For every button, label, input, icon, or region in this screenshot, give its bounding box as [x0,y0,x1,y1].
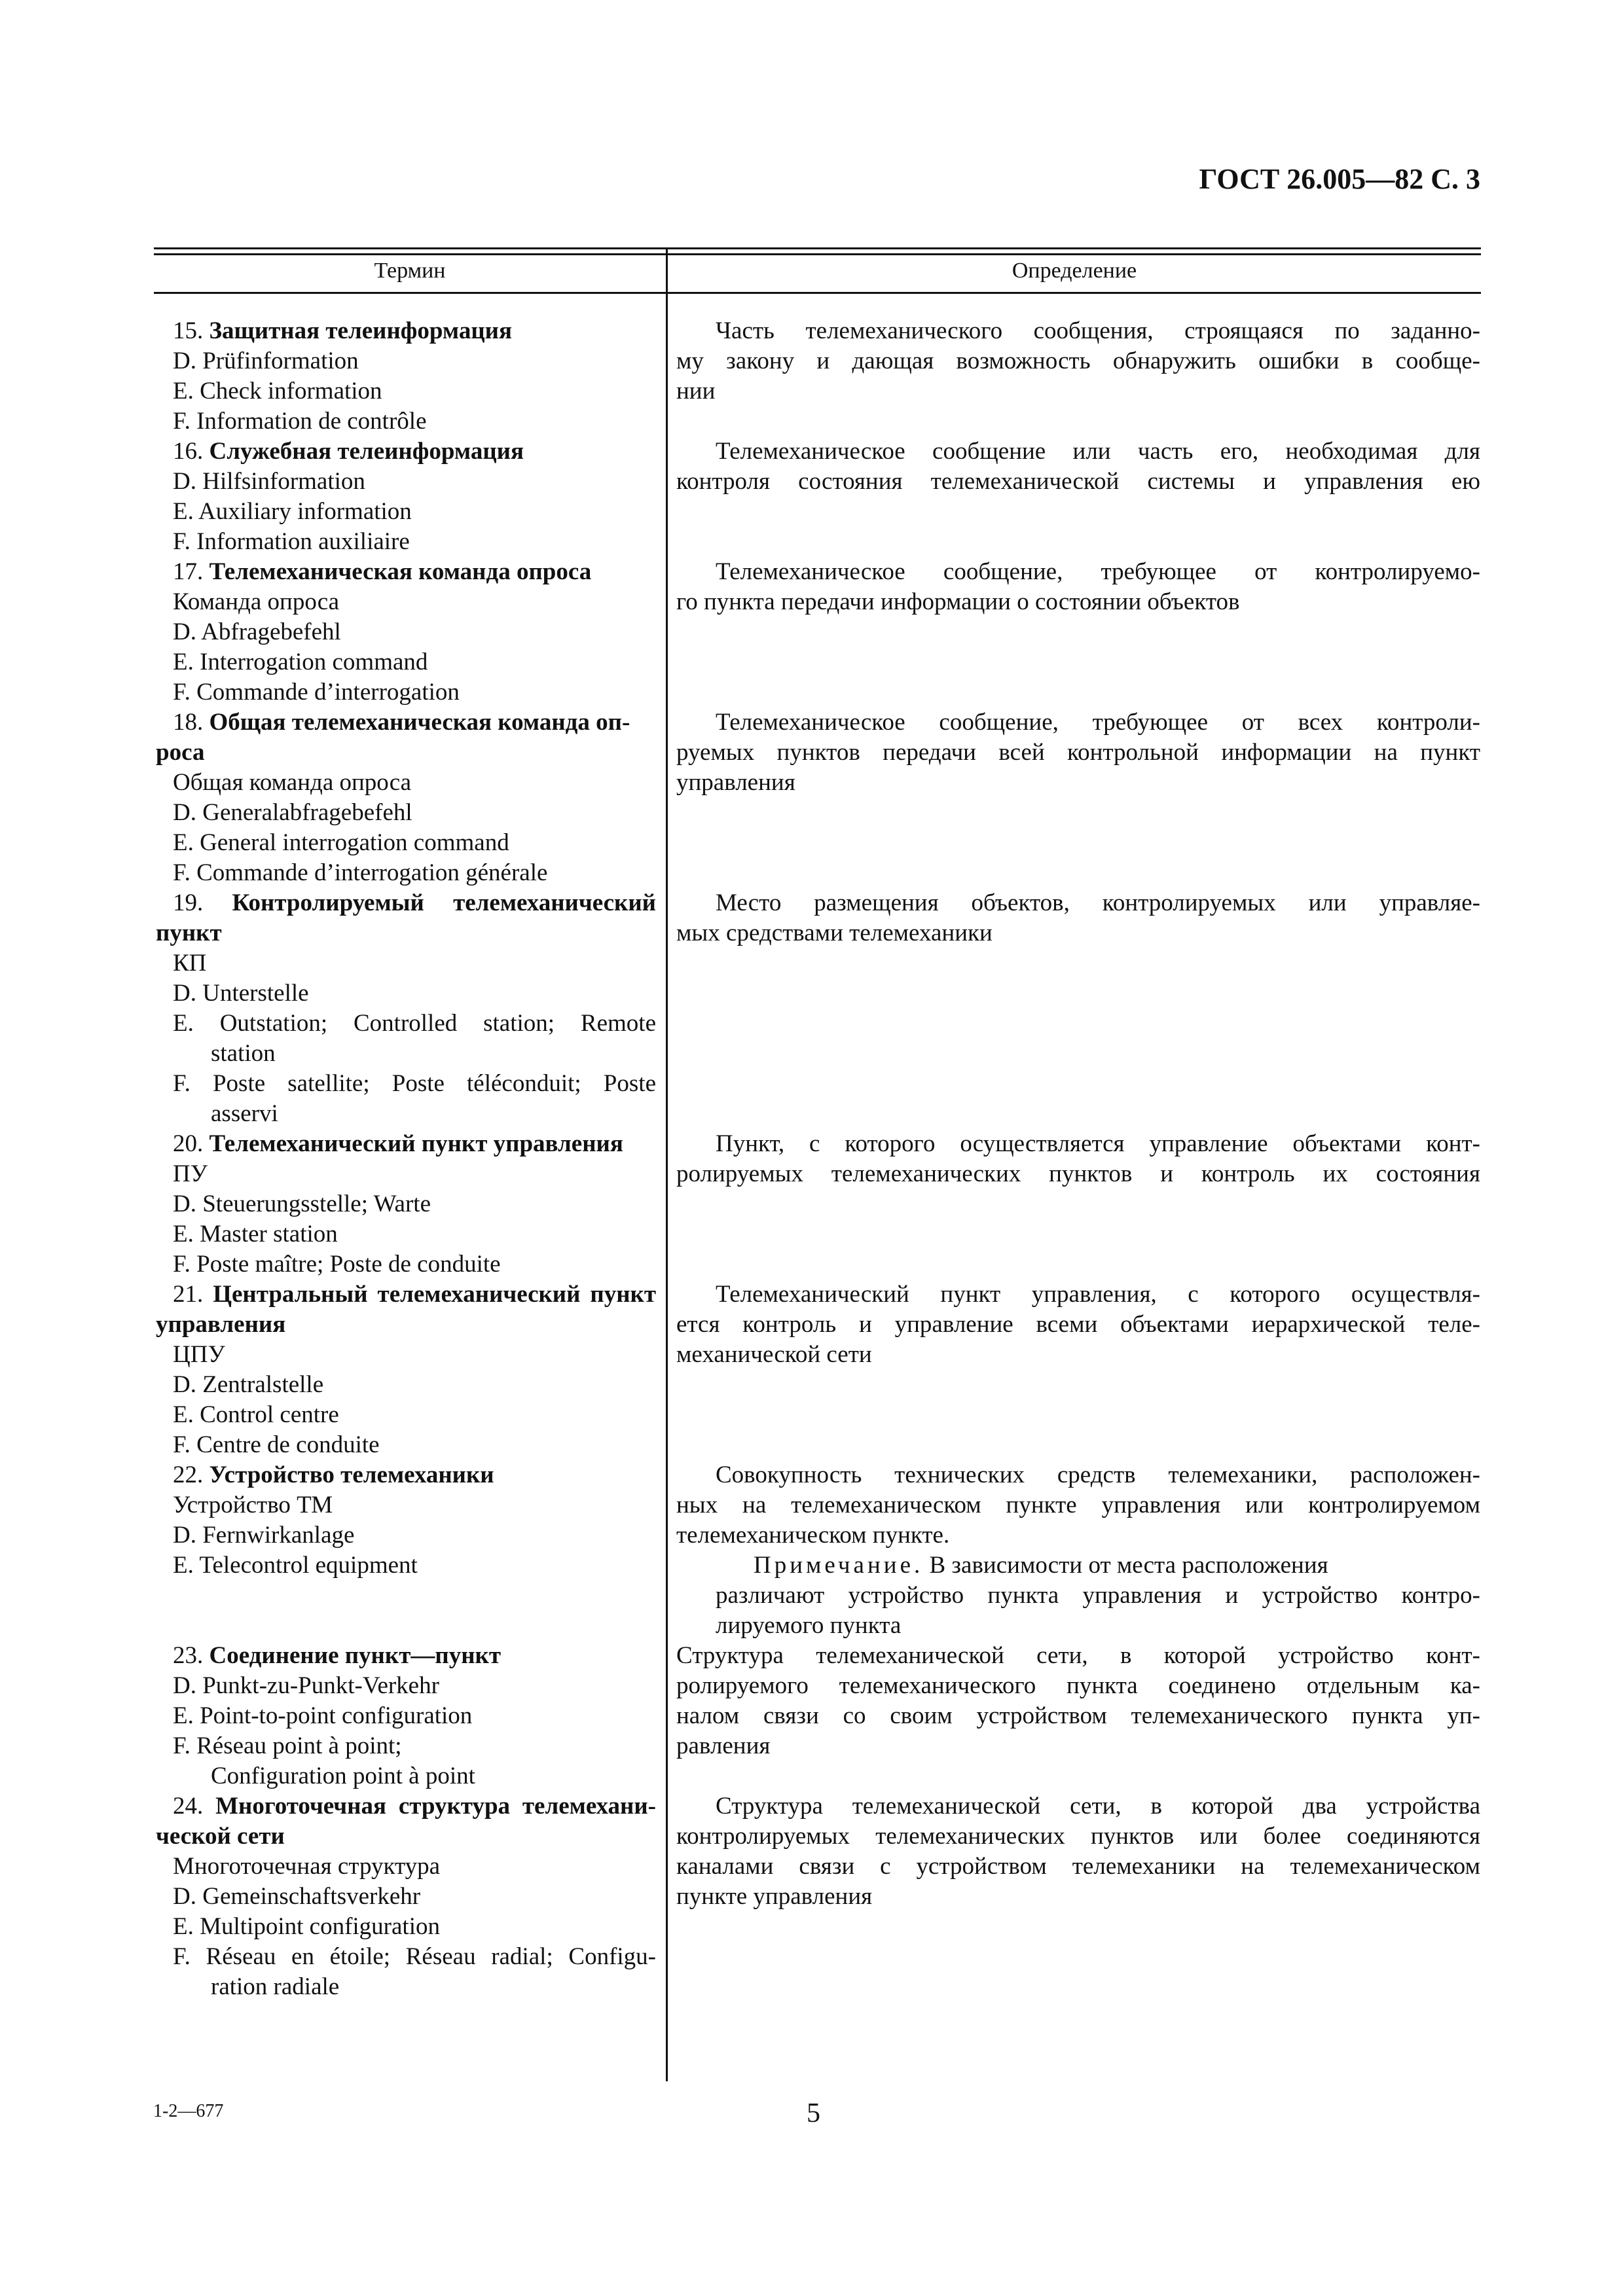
column-header-term: Термин [374,259,446,283]
table-top-rule [154,247,1481,249]
column-header-definition: Определение [1012,259,1137,283]
definition-22: Совокупность технических средств телемеханики, расположен- ных на телемеханическом пункте управления или контролируемом телемеханическом пункте. Примечание. В зависимости от места расположения различают устройство пункта управления и устройство контро- лируемого пункта [676,1462,1480,1639]
page-number: 5 [807,2098,820,2128]
definition-20: Пункт, с которого осуществляется управление объектами конт- ролируемых телемеханических пунктов и контроль их состояния [676,1130,1480,1187]
term-entry-18: 18. Общая телемеханическая команда оп- роса Общая команда опроса D. Generalabfragebefehl E. General interrogation command F. Commande d’interrogation générale [156,709,630,886]
term-title: Многоточечная структура телемехани- [215,1793,657,1820]
term-title: Телемеханическая команда опроса [209,558,592,585]
definition-19: Место размещения объектов, контролируемых или управляе- мых средствами телемеханики [676,889,1480,946]
term-entry-19: 19. Контролируемый телемеханический пункт КП D. Unterstelle E. Outstation; Controlled station; Remote station F. Poste satellite; Poste téléconduit; Poste asservi [156,889,656,1127]
term-title: Служебная телеинформация [209,438,524,465]
note: Примечание. В зависимости от места расположения [754,1552,1328,1579]
term-title: Защитная телеинформация [209,317,512,344]
term-title: Соединение пункт—пункт [209,1642,501,1669]
term-entry-17: 17. Телемеханическая команда опроса Команда опроса D. Abfragebefehl E. Interrogation command F. Commande d’interrogation [173,558,592,706]
term-title: Устройство телемеханики [209,1462,494,1488]
term-entry-15: 15. Защитная телеинформация D. Prüfinformation E. Check information F. Information de contrôle [173,317,512,435]
term-title: Центральный телемеханический пункт [213,1281,656,1308]
note-label: Примечание. [754,1552,924,1579]
term-title: Телемеханический пункт управления [209,1130,623,1157]
term-title: Общая телемеханическая команда оп- [209,709,630,736]
definition-16: Телемеханическое сообщение или часть его, необходимая для контроля состояния телемеханической системы и управления ею [676,438,1480,495]
page-header: ГОСТ 26.005—82 С. 3 [1199,163,1480,195]
term-entry-21: 21. Центральный телемеханический пункт управления ЦПУ D. Zentralstelle E. Control centre F. Centre de conduite [156,1281,656,1458]
term-title: Контролируемый телемеханический [232,889,656,916]
term-entry-16: 16. Служебная телеинформация D. Hilfsinformation E. Auxiliary information F. Information auxiliaire [173,438,524,555]
table-top-rule-2 [154,253,1481,255]
column-divider [666,247,668,2081]
definition-24: Структура телемеханической сети, в которой два устройства контролируемых телемеханических пунктов или более соединяются каналами связи с устройством телемеханики на телемеханическом пункте управления [676,1793,1480,1910]
definition-17: Телемеханическое сообщение, требующее от контролируемо- го пункта передачи информации о состоянии объектов [676,558,1480,615]
definition-23: Структура телемеханической сети, в которой устройство конт- ролируемого телемеханического пункта соединено отдельным ка- налом связи со своим устройством телемеханического пункта уп- равления [676,1642,1480,1759]
term-entry-22: 22. Устройство телемеханики Устройство ТМ D. Fernwirkanlage E. Telecontrol equipment [173,1462,494,1579]
table-header-rule [154,292,1481,294]
definition-18: Телемеханическое сообщение, требующее от всех контроли- руемых пунктов передачи всей контрольной информации на пункт управления [676,709,1480,796]
print-code: 1-2—677 [153,2101,224,2121]
definition-15: Часть телемеханического сообщения, строящаяся по заданно- му закону и дающая возможность обнаружить ошибки в сообще- нии [676,317,1480,404]
definition-21: Телемеханический пункт управления, с которого осуществля- ется контроль и управление всеми объектами иерархической теле- механической сети [676,1281,1480,1368]
term-entry-24: 24. Многоточечная структура телемехани- ческой сети Многоточечная структура D. Gemeinschaftsverkehr E. Multipoint configuration F. Réseau en étoile; Réseau radial; Configu- ration radiale [156,1793,657,2000]
term-entry-20: 20. Телемеханический пункт управления ПУ D. Steuerungsstelle; Warte E. Master station F. Poste maître; Poste de conduite [173,1130,623,1278]
term-entry-23: 23. Соединение пункт—пункт D. Punkt-zu-Punkt-Verkehr E. Point-to-point configuration F. Réseau point à point; Configuration point à point [173,1642,501,1789]
